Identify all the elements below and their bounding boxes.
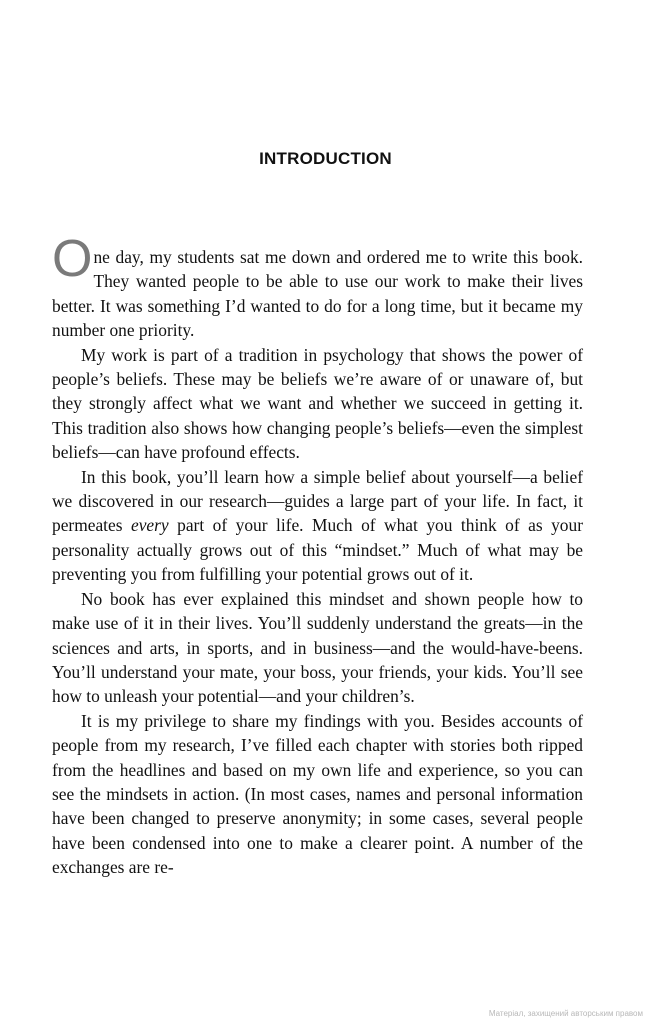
body-text — [52, 230, 583, 880]
paragraph-5: It is my privilege to share my findings with you. Besides accounts of people from my research, I’ve filled each chapter with stories both ripped from the headlines and based on my own life and experience, so you can see the mindsets in action. (In most cases, names and personal information have been changed to preserve anonymity; in some cases, several people have been condensed into one to make a clearer point. A number of the exchanges are re- — [52, 710, 583, 878]
paragraph-4: No book has ever explained this mindset and shown people how to make use of it in their lives. You’ll suddenly understand the greats—in the sciences and arts, in sports, and in business—and the would-have-beens. You’ll understand your mate, your boss, your friends, your kids. You’ll see how to unleash your potential—and your children’s. — [52, 588, 583, 707]
paragraph-3-text-after: part of your life. Much of what you think of as your personality actually grows out of this “mindset.” Much of what may be preventing you from fulfilling your potential grows out of it. — [52, 515, 583, 585]
paragraph-1 — [52, 230, 583, 343]
drop-cap: O — [52, 230, 93, 288]
paragraph-2: My work is part of a tradition in psychology that shows the power of people’s beliefs. These may be beliefs we’re aware of or unaware of, but they strongly affect what we want and whether we succeed in getting it. This tradition also shows how changing people’s beliefs—even the simplest beliefs—can have profound effects. — [52, 344, 583, 463]
chapter-title: INTRODUCTION — [259, 149, 392, 168]
paragraph-3-text-before: In this book, you’ll learn how a simple belief about yourself—a belief we discovered in our research—guides a large part of your life. In fact, it permeates — [52, 466, 583, 536]
emphasis-every: every — [130, 515, 169, 536]
copyright-watermark: Матеріал, захищений авторським правом — [488, 1009, 643, 1018]
paragraph-1-text: ne day, my students sat me down and ordered me to write this book. They wanted people to be able to use our work to make their lives better. It was something I’d wanted to do for a long time, but it became my number one priority. — [52, 247, 583, 341]
paragraph-3 — [52, 465, 583, 587]
